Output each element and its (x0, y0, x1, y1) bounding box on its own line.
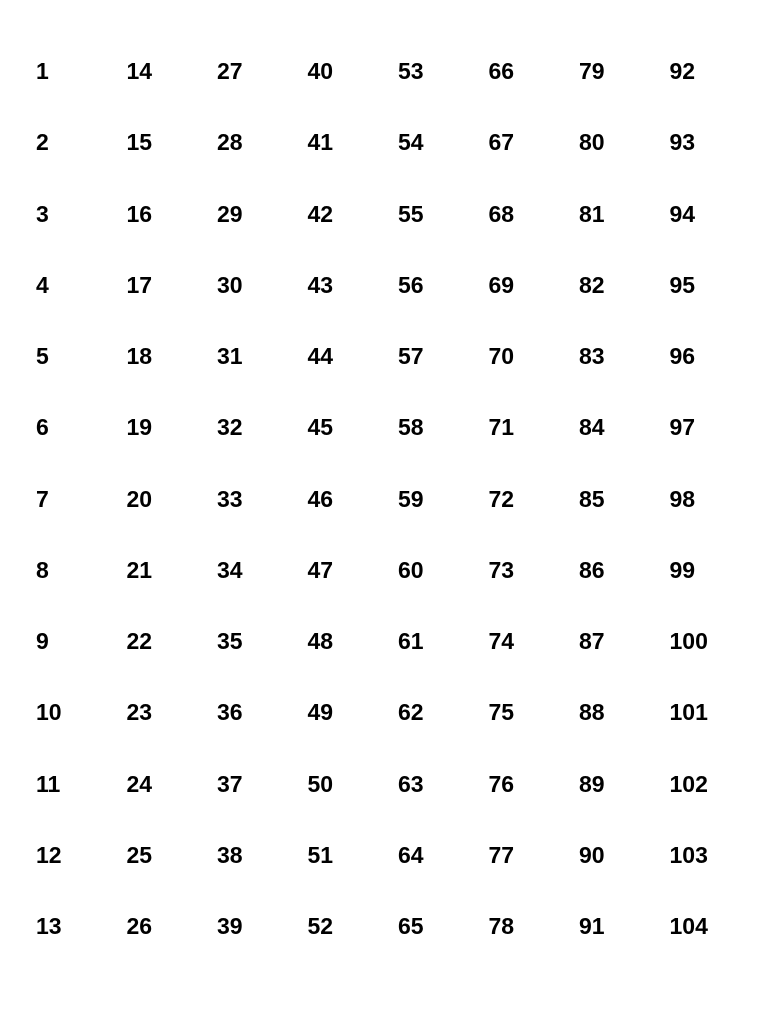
number-column (670, 53, 730, 979)
number-cell: 44 (307, 343, 334, 369)
number-cell: 58 (398, 414, 424, 441)
number-cell: 36 (217, 699, 243, 726)
number-cell: 8 (36, 556, 49, 583)
number-cell: 100 (669, 628, 708, 654)
number-cell: 99 (669, 556, 696, 583)
number-cell: 42 (307, 200, 334, 227)
number-cell: 47 (307, 556, 334, 583)
number-cell: 63 (398, 770, 424, 797)
number-column (308, 53, 399, 979)
number-cell: 80 (579, 129, 605, 156)
number-cell: 70 (488, 343, 515, 369)
number-cell: 85 (579, 485, 605, 512)
number-cell: 9 (36, 628, 49, 654)
number-cell: 101 (669, 699, 708, 726)
number-cell: 103 (669, 841, 708, 868)
number-cell: 67 (488, 129, 515, 156)
number-cell: 23 (126, 699, 153, 726)
number-cell: 16 (126, 200, 153, 227)
number-cell: 28 (217, 129, 243, 156)
number-cell: 74 (488, 628, 515, 654)
number-cell: 97 (669, 414, 696, 441)
number-cell: 60 (398, 556, 424, 583)
number-cell: 22 (126, 628, 153, 654)
number-cell: 19 (126, 414, 153, 441)
number-cell: 24 (126, 770, 153, 797)
number-cell: 69 (488, 271, 515, 298)
number-cell: 41 (307, 129, 334, 156)
number-cell: 96 (669, 343, 696, 369)
number-cell: 71 (488, 414, 515, 441)
number-column (217, 53, 308, 979)
number-cell: 10 (36, 699, 62, 726)
number-cell: 30 (217, 271, 243, 298)
number-cell: 79 (579, 58, 605, 84)
number-cell: 64 (398, 841, 424, 868)
number-cell: 62 (398, 699, 424, 726)
number-cell: 3 (36, 200, 49, 227)
number-cell: 27 (217, 58, 243, 84)
number-cell: 4 (36, 271, 49, 298)
number-cell: 95 (669, 271, 696, 298)
number-cell: 73 (488, 556, 515, 583)
number-cell: 37 (217, 770, 243, 797)
number-cell: 40 (307, 58, 334, 84)
number-cell: 68 (488, 200, 515, 227)
number-cell: 49 (307, 699, 334, 726)
number-cell: 1 (36, 58, 49, 84)
number-cell: 77 (488, 841, 515, 868)
number-cell: 32 (217, 414, 243, 441)
number-cell: 51 (307, 841, 334, 868)
number-cell: 7 (36, 485, 49, 512)
number-column (36, 53, 127, 979)
number-cell: 93 (669, 129, 696, 156)
number-grid (36, 53, 730, 979)
number-cell: 57 (398, 343, 424, 369)
number-cell: 76 (488, 770, 515, 797)
number-cell: 39 (217, 913, 243, 939)
number-cell: 48 (307, 628, 334, 654)
number-cell: 54 (398, 129, 424, 156)
number-cell: 91 (579, 913, 605, 939)
number-cell: 11 (36, 770, 61, 797)
number-cell: 82 (579, 271, 605, 298)
number-cell: 55 (398, 200, 424, 227)
number-cell: 29 (217, 200, 243, 227)
number-cell: 15 (126, 129, 153, 156)
number-cell: 45 (307, 414, 334, 441)
number-cell: 17 (126, 271, 153, 298)
number-cell: 78 (488, 913, 515, 939)
number-cell: 83 (579, 343, 605, 369)
number-cell: 18 (126, 343, 153, 369)
number-cell: 35 (217, 628, 243, 654)
number-column (489, 53, 580, 979)
number-cell: 43 (307, 271, 334, 298)
number-cell: 53 (398, 58, 424, 84)
number-cell: 87 (579, 628, 605, 654)
number-cell: 56 (398, 271, 424, 298)
number-cell: 12 (36, 841, 62, 868)
number-cell: 61 (398, 628, 424, 654)
number-cell: 86 (579, 556, 605, 583)
number-cell: 34 (217, 556, 243, 583)
number-column (579, 53, 670, 979)
number-column (398, 53, 489, 979)
number-cell: 20 (126, 485, 153, 512)
number-cell: 38 (217, 841, 243, 868)
number-cell: 98 (669, 485, 696, 512)
number-cell: 84 (579, 414, 605, 441)
number-cell: 75 (488, 699, 515, 726)
number-cell: 46 (307, 485, 334, 512)
number-cell: 31 (217, 343, 243, 369)
number-column (127, 53, 218, 979)
number-cell: 88 (579, 699, 605, 726)
number-cell: 5 (36, 343, 49, 369)
number-cell: 81 (579, 200, 605, 227)
number-cell: 104 (669, 913, 708, 939)
number-cell: 26 (126, 913, 153, 939)
number-cell: 2 (36, 129, 49, 156)
number-cell: 52 (307, 913, 334, 939)
number-cell: 92 (669, 58, 696, 84)
number-cell: 6 (36, 414, 49, 441)
number-cell: 66 (488, 58, 515, 84)
number-cell: 14 (126, 58, 153, 84)
number-cell: 65 (398, 913, 424, 939)
number-cell: 94 (669, 200, 696, 227)
number-cell: 25 (126, 841, 153, 868)
number-cell: 21 (126, 556, 153, 583)
number-cell: 50 (307, 770, 334, 797)
number-cell: 102 (669, 770, 708, 797)
number-cell: 89 (579, 770, 605, 797)
number-cell: 59 (398, 485, 424, 512)
number-cell: 72 (488, 485, 515, 512)
number-cell: 33 (217, 485, 243, 512)
number-cell: 90 (579, 841, 605, 868)
number-cell: 13 (36, 913, 62, 939)
